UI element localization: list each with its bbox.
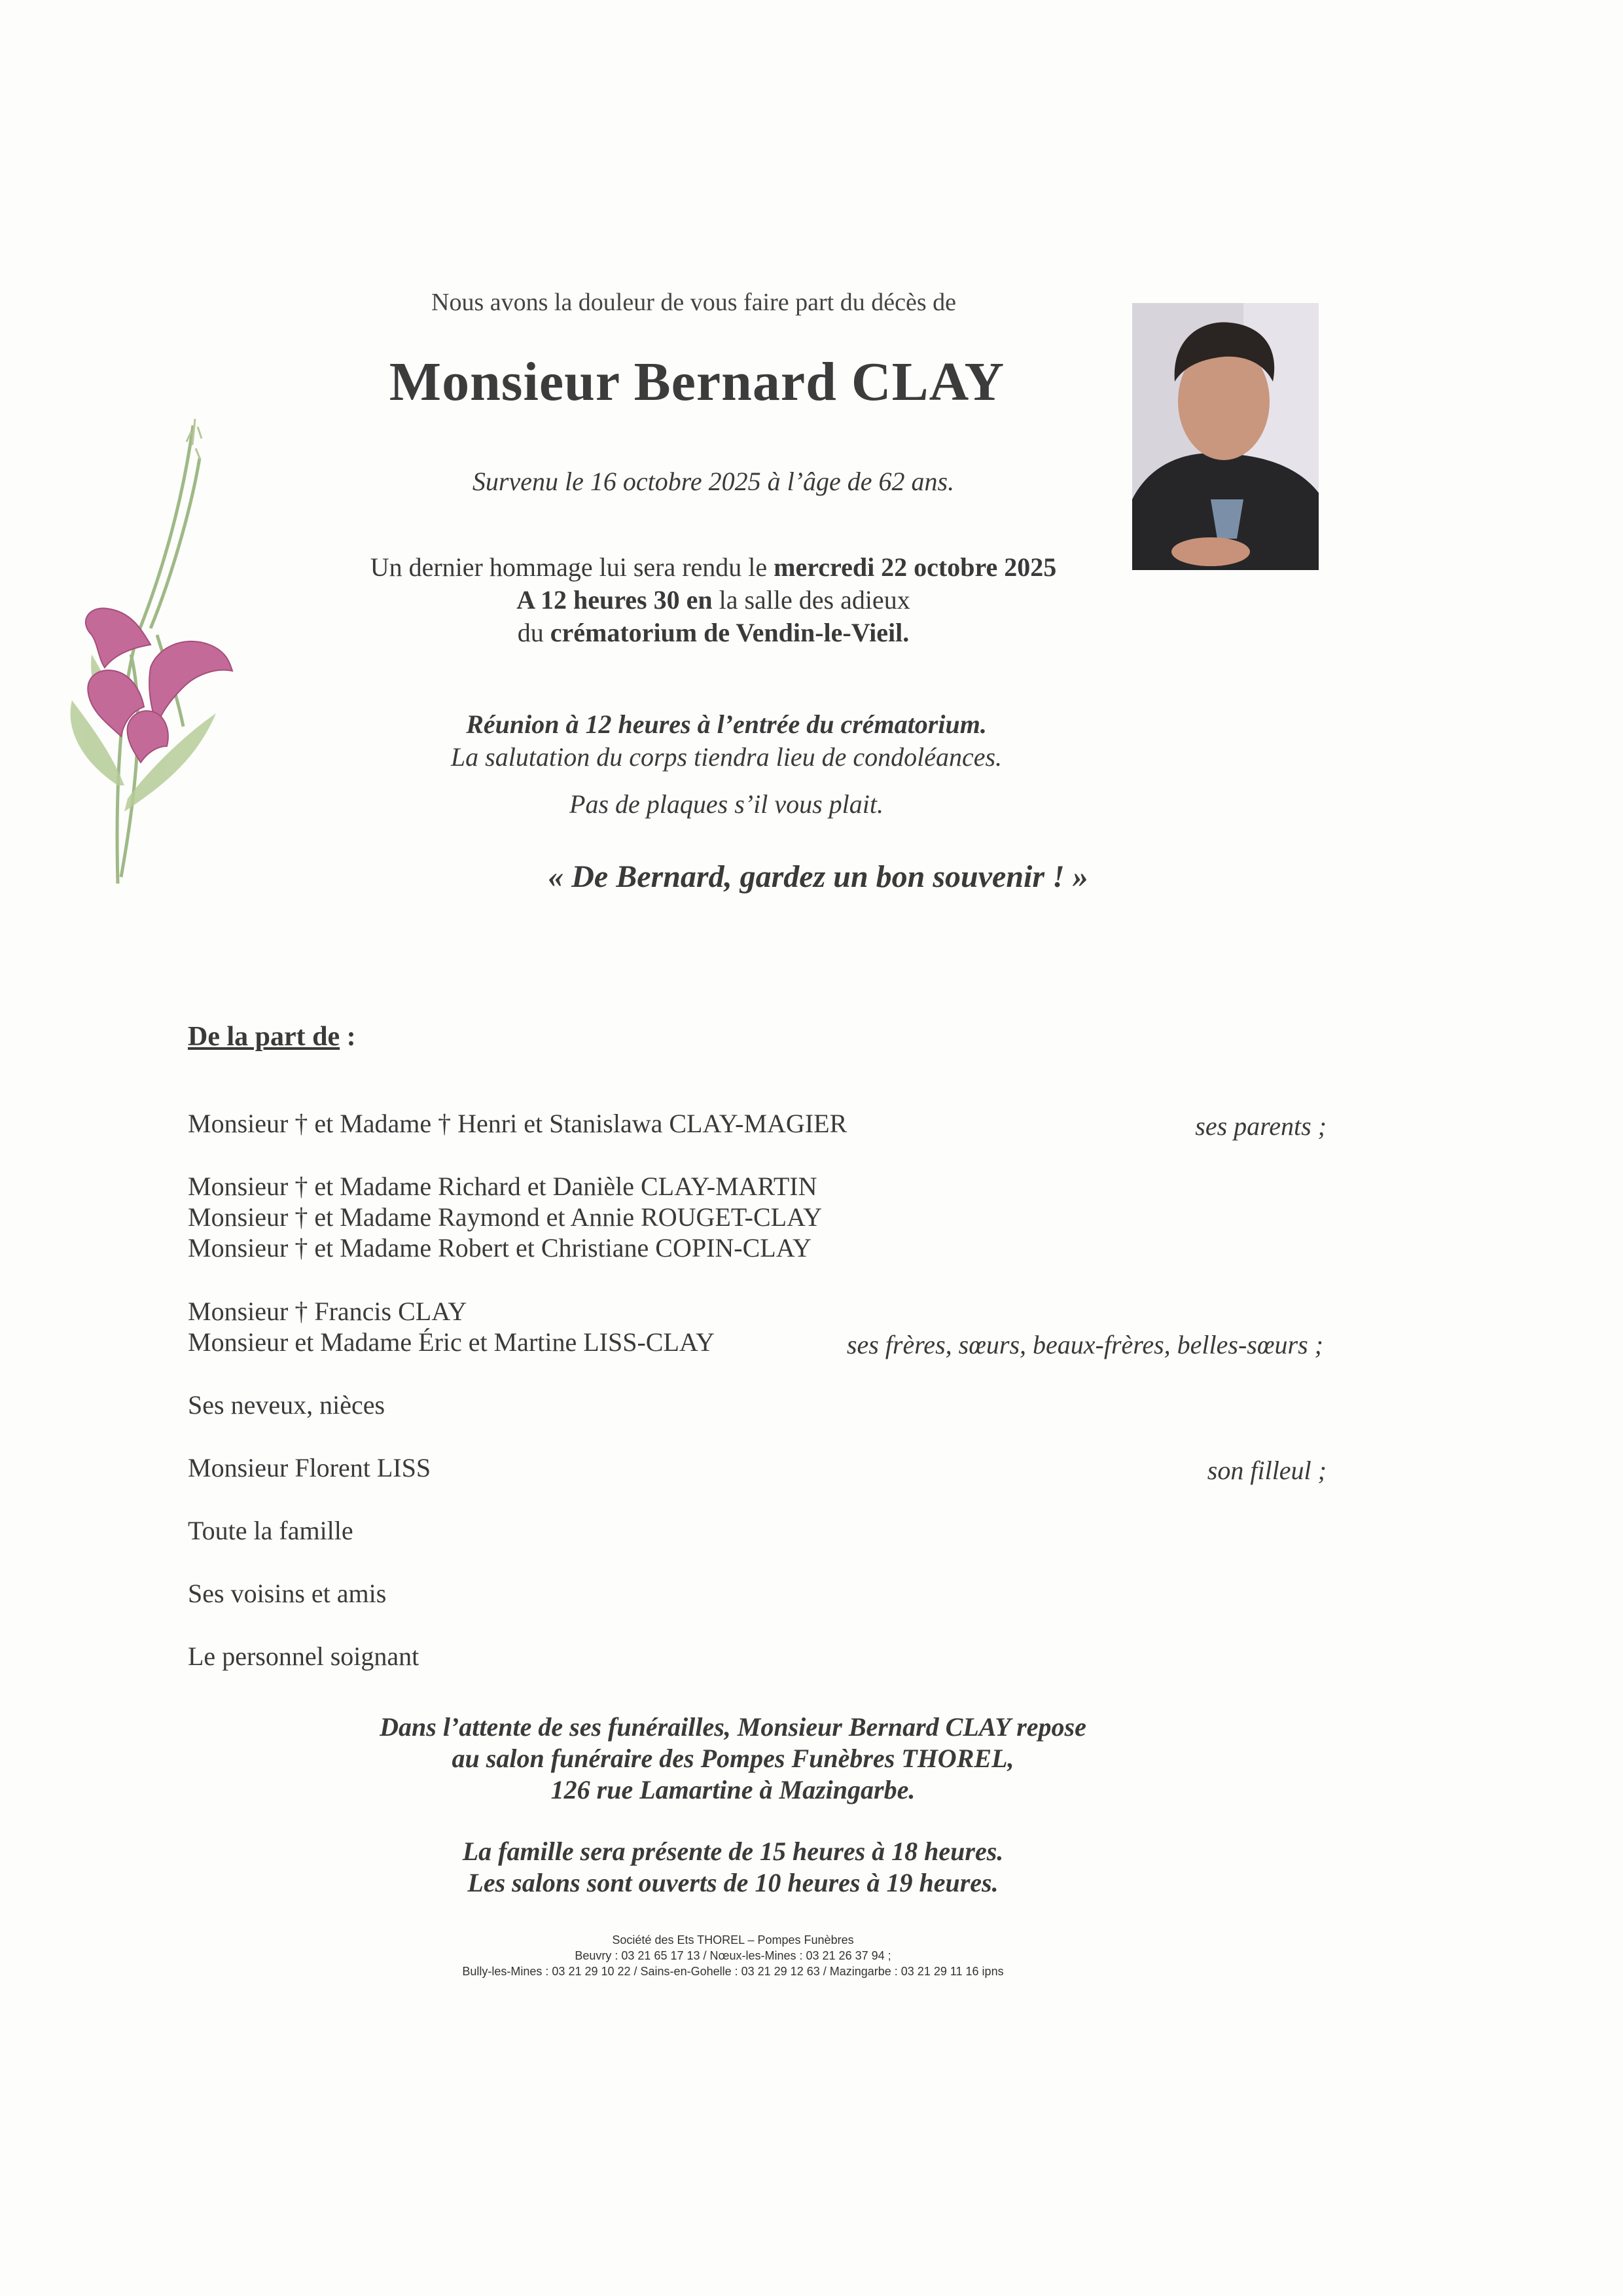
calla-flowers [86, 608, 232, 762]
family-row-text: Monsieur Florent LISS [188, 1453, 431, 1482]
tribute-line-1 [314, 551, 1113, 584]
flower-2 [149, 641, 232, 726]
family-row [188, 1171, 1327, 1202]
family-row [188, 1327, 1327, 1357]
from-heading-suffix: : [340, 1022, 356, 1052]
no-plaques-note: Pas de plaques s’il vous plait. [569, 789, 883, 819]
deceased-info: Survenu le 16 octobre 2025 à l’âge de 62 ans. [472, 467, 955, 496]
family-relation: ses parents ; [1195, 1111, 1327, 1141]
tribute-date: mercredi 22 octobre 2025 [774, 552, 1057, 582]
tribute-line-1-text: Un dernier hommage lui sera rendu le [370, 552, 774, 582]
tribute-block [314, 551, 1113, 649]
flower-4 [128, 711, 168, 762]
photo-hands [1171, 537, 1250, 566]
from-heading-label: De la part de [188, 1022, 340, 1052]
family-row-text: Monsieur † et Madame † Henri et Stanislawa CLAY-MAGIER [188, 1109, 847, 1138]
family-row [188, 1108, 1327, 1139]
family-row-text: Monsieur † et Madame Robert et Christiane COPIN-CLAY [188, 1233, 812, 1263]
family-row [188, 1296, 1327, 1327]
family-row [188, 1578, 1327, 1609]
family-row-text: Monsieur et Madame Éric et Martine LISS-CLAY [188, 1327, 715, 1357]
family-row-text: Monsieur † Francis CLAY [188, 1297, 467, 1326]
family-row [188, 1515, 1327, 1546]
footer-line-1: Société des Ets THOREL – Pompes Funèbres [612, 1933, 854, 1946]
family-row [188, 1452, 1327, 1483]
tribute-line-3-text: du [517, 618, 550, 647]
reunion-line-1: Réunion à 12 heures à l’entrée du crématorium. [466, 709, 987, 739]
deceased-portrait-photo [1132, 303, 1319, 570]
memorial-quote: « De Bernard, gardez un bon souvenir ! » [548, 859, 1088, 894]
family-row-text: Ses neveux, nièces [188, 1390, 385, 1420]
notice-line-3: 126 rue Lamartine à Mazingarbe. [550, 1775, 916, 1804]
family-row [188, 1232, 1327, 1263]
visiting-hours-line-1: La famille sera présente de 15 heures à 18 heures. [462, 1837, 1004, 1866]
tribute-place: crématorium de Vendin-le-Vieil. [550, 618, 910, 647]
family-relation: ses frères, sœurs, beaux-frères, belles-sœurs ; [846, 1330, 1323, 1359]
intro-text: Nous avons la douleur de vous faire part du décès de [431, 289, 956, 316]
notice-line-1: Dans l’attente de ses funérailles, Monsieur Bernard CLAY repose [380, 1712, 1086, 1742]
deceased-name: Monsieur Bernard CLAY [389, 351, 1005, 412]
funeral-company-footer [327, 1932, 1139, 1979]
reunion-block [366, 708, 1086, 774]
family-row-text: Monsieur † et Madame Raymond et Annie ROUGET-CLAY [188, 1202, 823, 1232]
family-row-text: Monsieur † et Madame Richard et Danièle CLAY-MARTIN [188, 1172, 817, 1201]
family-row-text: Le personnel soignant [188, 1641, 419, 1671]
tribute-line-3 [314, 617, 1113, 649]
funeral-home-notice [275, 1712, 1191, 1806]
from-heading [188, 1021, 356, 1052]
family-row [188, 1202, 1327, 1232]
tribute-line-2 [314, 584, 1113, 617]
tribute-line-2-text: la salle des adieux [712, 585, 910, 615]
family-row-text: Ses voisins et amis [188, 1579, 387, 1608]
tribute-time: A 12 heures 30 en [516, 585, 713, 615]
family-relation: son filleul ; [1207, 1456, 1327, 1485]
reunion-line-2: La salutation du corps tiendra lieu de condoléances. [450, 742, 1003, 772]
family-row [188, 1641, 1327, 1672]
family-row-text: Toute la famille [188, 1516, 353, 1545]
flower-1 [86, 608, 151, 668]
visiting-hours [275, 1836, 1191, 1899]
notice-line-2: au salon funéraire des Pompes Funèbres THOREL, [452, 1744, 1014, 1773]
visiting-hours-line-2: Les salons sont ouverts de 10 heures à 19 heures. [467, 1868, 999, 1897]
footer-line-3: Bully-les-Mines : 03 21 29 10 22 / Sains-en-Gohelle : 03 21 29 12 63 / Mazingarbe : 03 21 29 11 16 ipns [462, 1965, 1004, 1978]
calla-lily-decoration [52, 419, 268, 890]
family-row [188, 1390, 1327, 1420]
footer-line-2: Beuvry : 03 21 65 17 13 / Nœux-les-Mines : 03 21 26 37 94 ; [575, 1949, 891, 1962]
